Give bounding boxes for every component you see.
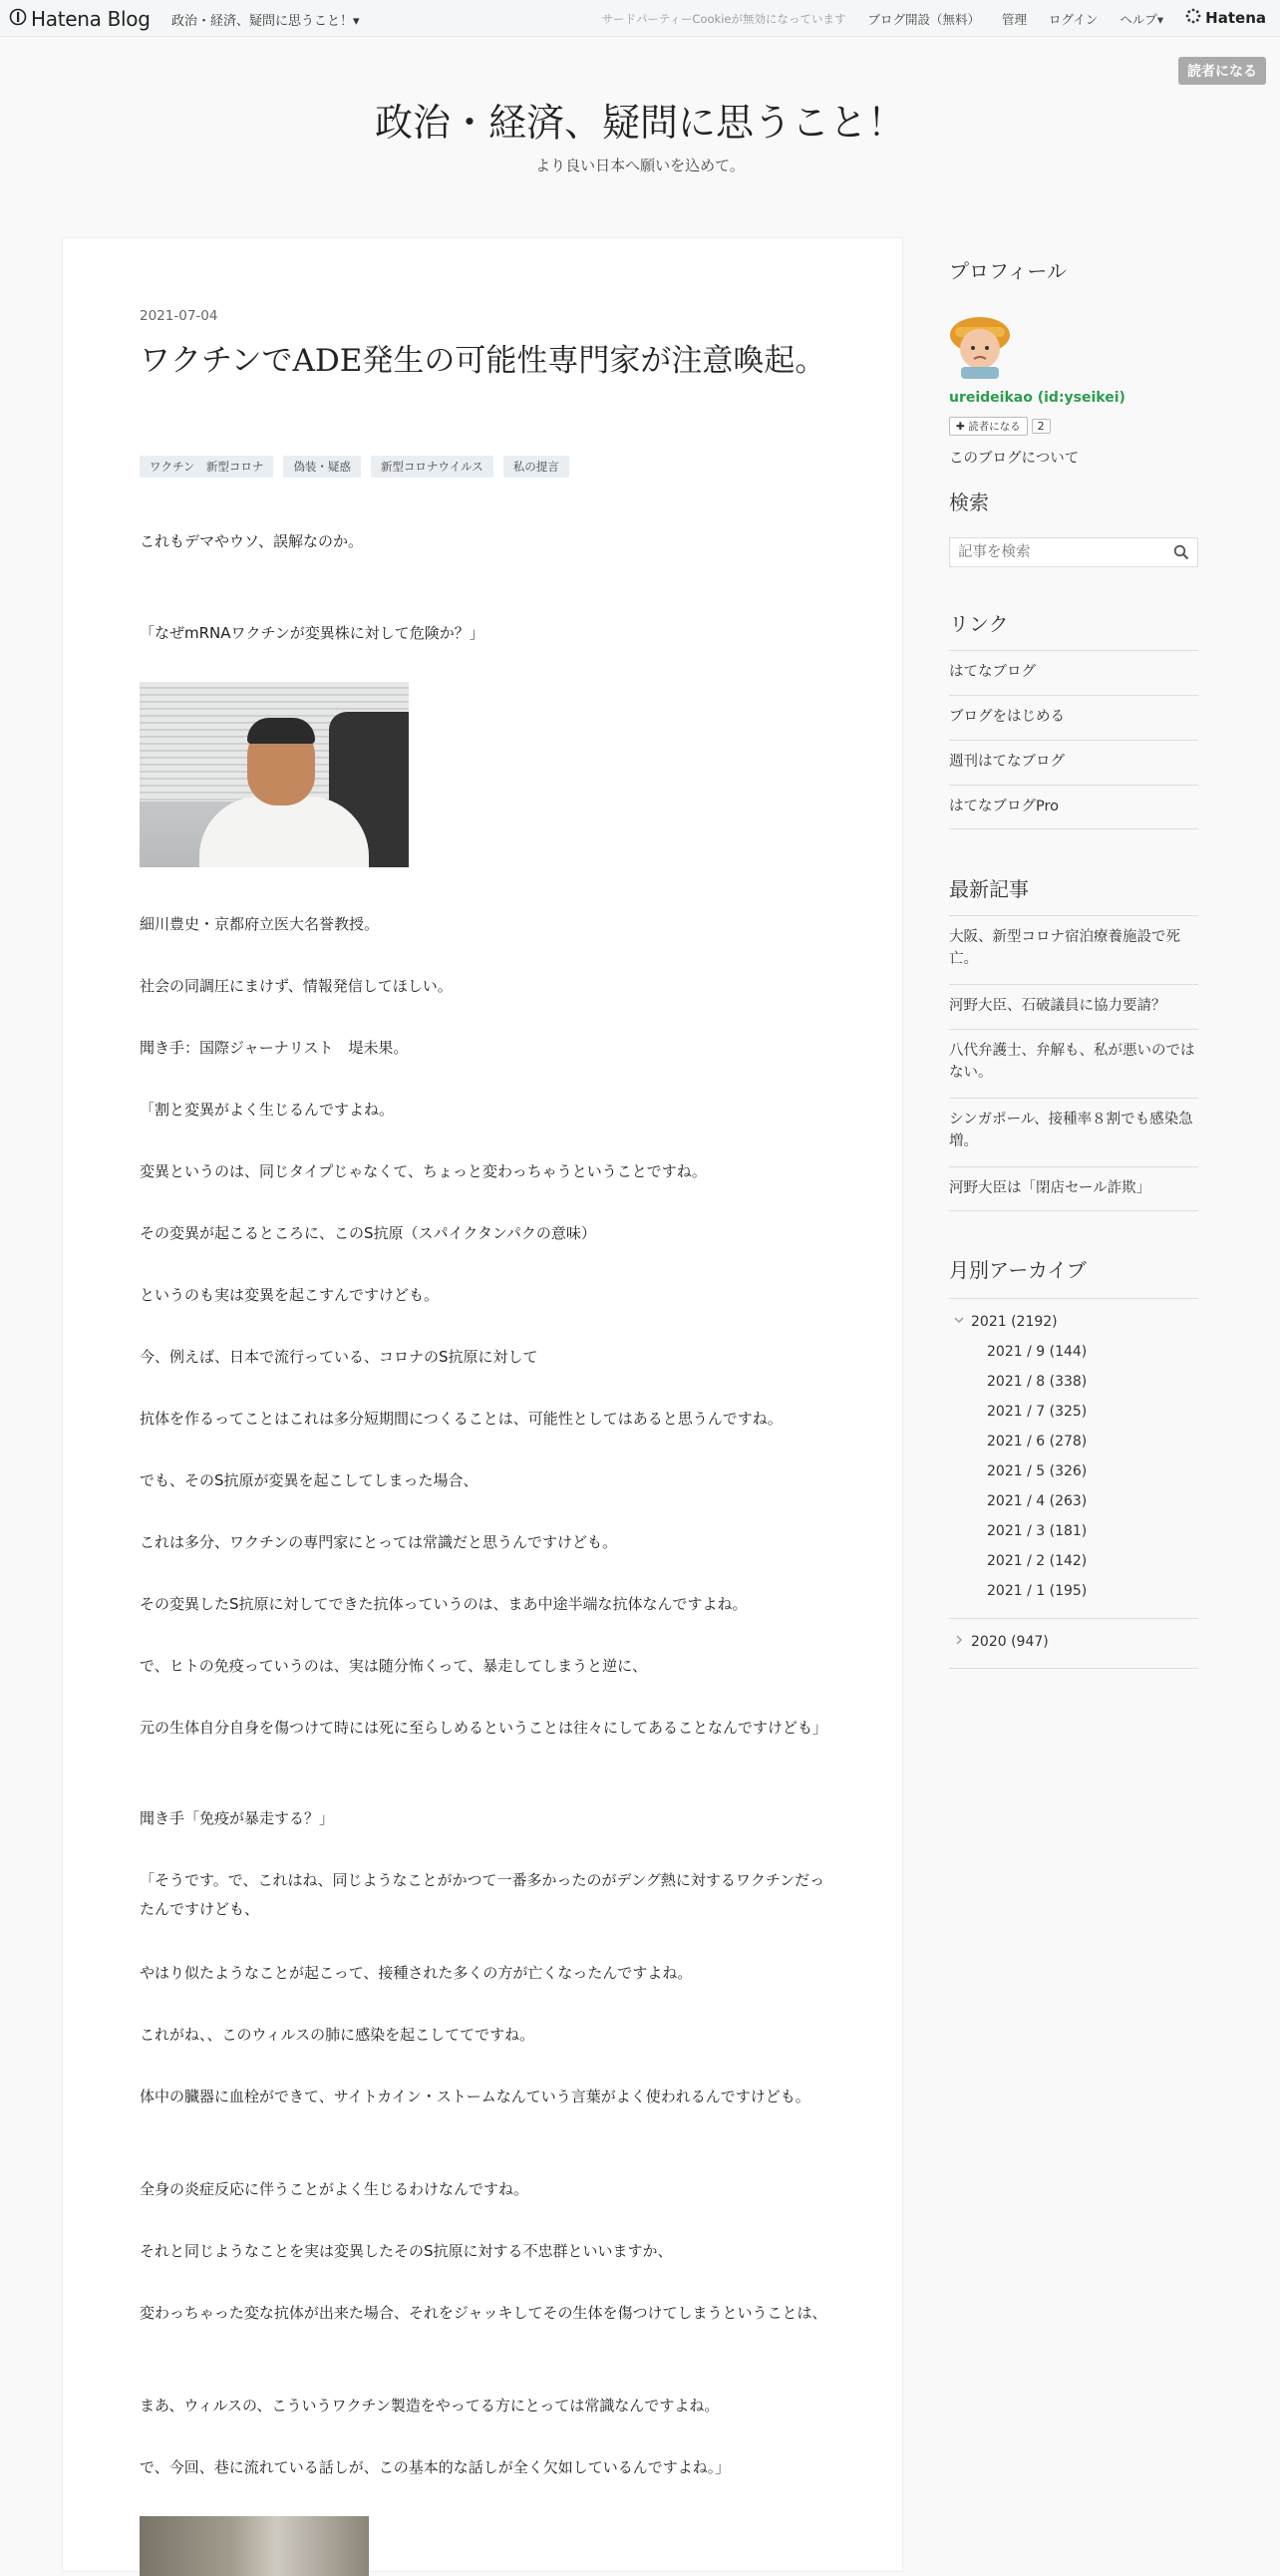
cookie-notice[interactable]: サードパーティーCookieが無効になっています bbox=[601, 12, 846, 26]
profile-module bbox=[949, 255, 1198, 484]
profile-subscribe-label: 読者になる bbox=[968, 421, 1021, 433]
archive-month[interactable]: 2021 / 6 (278) bbox=[987, 1434, 1088, 1449]
archive-month[interactable]: 2021 / 9 (144) bbox=[987, 1344, 1088, 1360]
archive-month[interactable]: 2021 / 1 (195) bbox=[987, 1583, 1088, 1599]
subscriber-count[interactable]: 2 bbox=[1032, 419, 1051, 434]
archive-year-label: 2020 (947) bbox=[971, 1634, 1049, 1650]
paragraph: というのも実は変異を起こすんですけども。 bbox=[140, 1286, 440, 1304]
manage-link[interactable]: 管理 bbox=[1001, 12, 1027, 27]
paragraph: 「なぜmRNAワクチンが変異株に対して危険か？」 bbox=[140, 624, 484, 642]
paragraph: これがね、、このウィルスの肺に感染を起こしててですね。 bbox=[140, 2026, 535, 2044]
archive-month[interactable]: 2021 / 8 (338) bbox=[987, 1374, 1088, 1390]
paragraph: 聞き手「免疫が暴走する？」 bbox=[140, 1809, 335, 1827]
article-photo bbox=[140, 2516, 369, 2576]
search-input[interactable] bbox=[956, 538, 1159, 566]
archive-heading: 月別アーカイブ bbox=[949, 1258, 1087, 1282]
paragraph: まあ、ウィルスの、こういうワクチン製造をやってる方にとっては常識なんですよね。 bbox=[140, 2397, 720, 2415]
login-link[interactable]: ログイン bbox=[1049, 12, 1099, 27]
chevron-down-icon[interactable] bbox=[953, 1314, 965, 1330]
paragraph: で、ヒトの免疫っていうのは、実は随分怖くって、暴走してしまうと逆に、 bbox=[140, 1657, 648, 1675]
search-module bbox=[949, 486, 1198, 515]
chevron-right-icon[interactable] bbox=[953, 1634, 965, 1650]
blog-description: より良い日本へ願いを込めて。 bbox=[535, 157, 745, 174]
paragraph: 体中の臓器に血栓ができて、サイトカイン・ストームなんていう言葉がよく使われるんですけども。 bbox=[140, 2088, 810, 2105]
archive-month[interactable]: 2021 / 5 (326) bbox=[987, 1463, 1088, 1479]
blog-menu-dropdown[interactable]: 政治・経済、疑問に思うこと！▾ bbox=[171, 14, 360, 29]
category-tag[interactable]: 私の提言 bbox=[503, 456, 569, 478]
paragraph: 全身の炎症反応に伴うことがよく生じるわけなんですね。 bbox=[140, 2180, 529, 2198]
search-box bbox=[949, 537, 1198, 567]
category-tag[interactable]: 偽装・疑惑 bbox=[283, 456, 361, 478]
links-heading: リンク bbox=[949, 612, 1009, 636]
hatena-blog-icon bbox=[9, 8, 27, 30]
paragraph: 変異というのは、同じタイプじゃなくて、ちょっと変わっちゃうということですね。 bbox=[140, 1162, 707, 1180]
archive-month[interactable]: 2021 / 4 (263) bbox=[987, 1493, 1088, 1509]
paragraph: 今、例えば、日本で流行っている、コロナのS抗原に対して bbox=[140, 1348, 538, 1366]
hatena-menu[interactable] bbox=[1185, 8, 1266, 28]
search-heading: 検索 bbox=[949, 490, 989, 514]
paragraph: 元の生体自分自身を傷つけて時には死に至らしめるということは往々にしてあることなんですけども」 bbox=[140, 1719, 828, 1737]
divider bbox=[949, 1298, 1198, 1299]
global-header bbox=[0, 0, 1280, 37]
link-item[interactable]: はてなブログ bbox=[949, 650, 1198, 695]
paragraph: これもデマやウソ、誤解なのか。 bbox=[140, 532, 363, 550]
archive-month[interactable]: 2021 / 2 (142) bbox=[987, 1553, 1088, 1569]
recent-module bbox=[949, 873, 1198, 902]
archive-month[interactable]: 2021 / 7 (325) bbox=[987, 1404, 1088, 1420]
paragraph: 「そうです。で、これはね、同じようなことがかつて一番多かったのがデング熱に対するワクチンだったんですけども、 bbox=[140, 1871, 825, 1918]
paragraph: でも、そのS抗原が変異を起こしてしまった場合、 bbox=[140, 1471, 479, 1489]
archive-module bbox=[949, 1254, 1198, 1283]
recent-heading: 最新記事 bbox=[949, 877, 1029, 901]
paragraph: 細川豊史・京都府立医大名誉教授。 bbox=[140, 915, 380, 933]
avatar[interactable] bbox=[949, 313, 1011, 379]
recent-item[interactable]: 河野大臣、石破議員に協力要請？ bbox=[949, 984, 1198, 1029]
paragraph: 聞き手：国際ジャーナリスト 堤未果。 bbox=[140, 1039, 409, 1057]
links-module bbox=[949, 608, 1198, 637]
search-icon[interactable] bbox=[1173, 544, 1189, 564]
category-tag[interactable]: 新型コロナウイルス bbox=[371, 456, 493, 478]
hatena-dots-icon bbox=[1185, 8, 1201, 28]
paragraph: 抗体を作るってことはこれは多分短期間につくることは、可能性としてはあると思うんですね。 bbox=[140, 1410, 783, 1428]
category-tag[interactable]: ワクチン 新型コロナ bbox=[140, 456, 273, 478]
recent-list bbox=[949, 915, 1198, 1211]
paragraph: その変異が起こるところに、このS抗原（スパイクタンパクの意味） bbox=[140, 1224, 596, 1242]
archive-month[interactable]: 2021 / 3 (181) bbox=[987, 1523, 1088, 1539]
paragraph: 変わっちゃった変な抗体が出来た場合、それをジャッキしてその生体を傷つけてしまうということは、 bbox=[140, 2304, 827, 2322]
professor-photo bbox=[140, 682, 409, 867]
recent-item[interactable]: 大阪、新型コロナ宿泊療養施設で死亡。 bbox=[949, 915, 1198, 984]
post-date[interactable]: 2021-07-04 bbox=[140, 308, 218, 324]
link-item[interactable]: ブログをはじめる bbox=[949, 695, 1198, 740]
brand-text: Hatena Blog bbox=[31, 7, 151, 31]
profile-heading: プロフィール bbox=[949, 259, 1067, 283]
link-item[interactable]: はてなブログPro bbox=[949, 785, 1198, 829]
paragraph: これは多分、ワクチンの専門家にとっては常識だと思うんですけども。 bbox=[140, 1533, 617, 1551]
link-item[interactable]: 週刊はてなブログ bbox=[949, 740, 1198, 785]
article bbox=[62, 237, 903, 2572]
about-blog-link[interactable]: このブログについて bbox=[949, 451, 1080, 467]
archive-year-label: 2021 (2192) bbox=[971, 1314, 1058, 1330]
links-list bbox=[949, 650, 1198, 829]
archive-year-2020[interactable] bbox=[953, 1634, 1049, 1650]
paragraph: やはり似たようなことが起こって、接種された多くの方が亡くなったんですよね。 bbox=[140, 1964, 693, 1982]
paragraph: 社会の同調圧にまけず、情報発信してほしい。 bbox=[140, 977, 453, 995]
subscribe-button[interactable]: 読者になる bbox=[1178, 57, 1266, 85]
archive-year-2021[interactable] bbox=[953, 1314, 1058, 1330]
profile-user-id[interactable]: ureideikao (id:yseikei) bbox=[949, 390, 1125, 406]
recent-item[interactable]: 八代弁護士、弁解も、私が悪いのではない。 bbox=[949, 1029, 1198, 1098]
paragraph: その変異したS抗原に対してできた抗体っていうのは、まあ中途半端な抗体なんですよね。 bbox=[140, 1595, 748, 1613]
paragraph: で、今回、巷に流れている話しが、この基本的な話しが全く欠如しているんですよね。」 bbox=[140, 2458, 731, 2476]
paragraph: 「割と変異がよく生じるんですよね。 bbox=[140, 1101, 395, 1119]
category-list bbox=[140, 456, 569, 478]
post-title[interactable]: ワクチンでADE発生の可能性専門家が注意喚起。 bbox=[140, 343, 826, 379]
divider bbox=[949, 1618, 1198, 1619]
hatena-blog-logo[interactable] bbox=[9, 7, 151, 31]
profile-subscribe-button[interactable] bbox=[949, 417, 1028, 436]
recent-item[interactable]: 河野大臣は「閉店セール詐欺」 bbox=[949, 1166, 1198, 1211]
blog-title[interactable]: 政治・経済、疑問に思うこと！ bbox=[374, 101, 905, 145]
hatena-label: Hatena bbox=[1205, 9, 1266, 27]
divider bbox=[949, 1668, 1198, 1669]
recent-item[interactable]: シンガポール、接種率８割でも感染急増。 bbox=[949, 1098, 1198, 1166]
help-menu[interactable]: ヘルプ▾ bbox=[1120, 12, 1164, 27]
open-blog-link[interactable]: ブログ開設（無料） bbox=[867, 12, 980, 27]
plus-icon: ✚ bbox=[956, 421, 965, 433]
paragraph: それと同じようなことを実は変異したそのS抗原に対する不忠群といいますか、 bbox=[140, 2242, 673, 2260]
